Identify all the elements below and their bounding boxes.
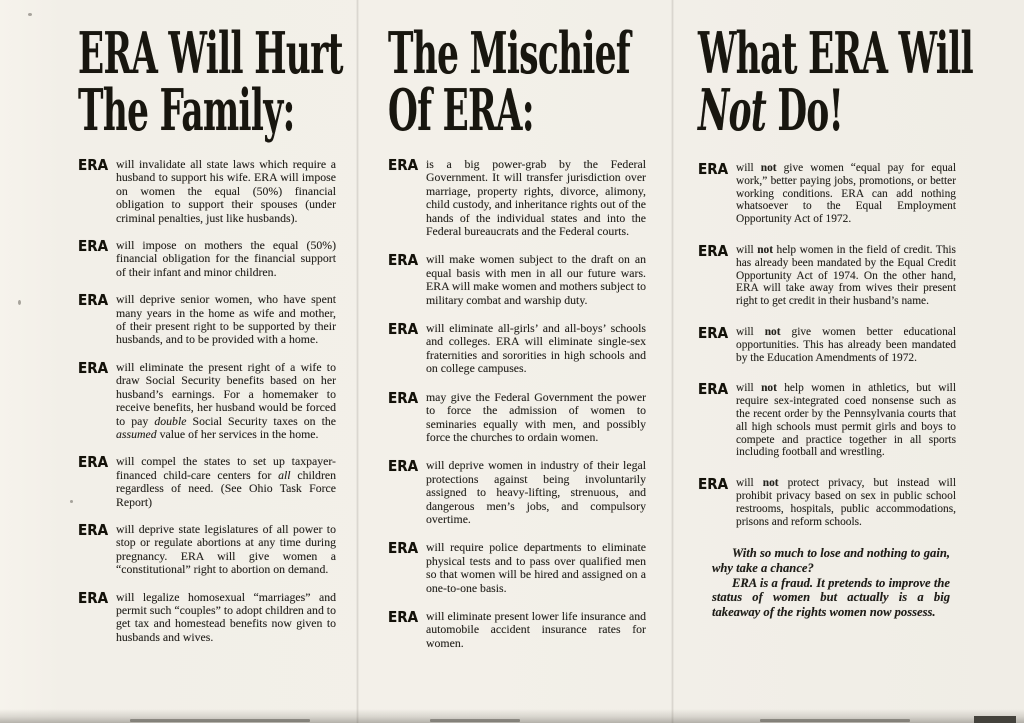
era-claim-text: will deprive state legislatures of all power to stop or regulate abortions at any time during pregnancy. ERA will give women a “constitutional” right to abortion on demand. <box>116 521 336 577</box>
era-claim-item <box>698 382 956 459</box>
era-claim-item <box>698 241 956 308</box>
era-label: ERA <box>698 323 729 342</box>
era-claim-text: will deprive senior women, who have spent many years in the home as wife and mother, of their present right to be supported by their husbands, and to be provided with a home. <box>116 292 336 347</box>
scan-corner-mark <box>974 716 1016 723</box>
column-heading-line: What ERA Will <box>698 20 974 87</box>
era-label: ERA <box>78 156 109 174</box>
column-heading-line: ERA Will Hurt <box>78 20 343 87</box>
closing-note-paragraph: With so much to lose and nothing to gain, why take a chance? <box>712 546 950 575</box>
era-label: ERA <box>698 475 729 494</box>
era-claim-item <box>78 293 336 347</box>
era-claim-text: will not protect privacy, but instead will prohibit privacy based on sex in public school restrooms, hospitals, public accommodations, prisons and reform schools. <box>736 477 956 528</box>
era-claim-item <box>78 158 336 225</box>
era-claim-item <box>78 588 336 645</box>
column-the-mischief-of-era <box>388 0 646 665</box>
column-heading-line: The Mischief <box>388 20 631 87</box>
column-what-era-will-not-do <box>698 0 974 619</box>
era-claim-item <box>698 477 956 528</box>
era-claim-text: will require police departments to eliminate physical tests and to pass over qualified men so that women will be hired and assigned on a one-to-one basis. <box>426 540 646 595</box>
scan-speck <box>70 500 73 503</box>
era-claim-text: will not help women in athletics, but will require sex-integrated coed nonsense such as the recent order by the Pennsylvania courts that all high schools must permit girls and boys to compete and practice together in all sports including football and wrestling. <box>736 382 956 459</box>
era-claim-text: will not give women “equal pay for equal work,” better paying jobs, promotions, or better working conditions. ERA can add nothing whatsoever to the Equal Employment Opportunity Act of 1972. <box>736 162 956 226</box>
era-claim-item <box>78 239 336 279</box>
era-label: ERA <box>78 358 109 377</box>
scan-smudge <box>130 719 310 722</box>
era-label: ERA <box>388 607 419 626</box>
era-label: ERA <box>388 457 419 476</box>
era-claim-text: will legalize homosexual “marriages” and permit such “couples” to adopt children and to get tax and homestead benefits now given to husbands and wives. <box>116 589 336 644</box>
era-label: ERA <box>698 380 729 399</box>
scan-speck <box>18 300 21 305</box>
era-label: ERA <box>388 539 419 558</box>
column-era-will-hurt-the-family <box>78 0 343 658</box>
era-claim-item <box>388 253 646 307</box>
era-claim-text: will eliminate all-girls’ and all-boys’ schools and colleges. ERA will eliminate single-sex fraternities and sororities in high schools and on college campuses. <box>426 321 646 376</box>
era-label: ERA <box>388 320 419 339</box>
era-claim-item <box>388 388 646 445</box>
scan-smudge <box>760 719 910 722</box>
era-claim-text: will impose on mothers the equal (50%) financial obligation for the financial support of their infant and minor children. <box>116 238 336 279</box>
column-heading <box>78 0 343 144</box>
era-label: ERA <box>388 251 419 270</box>
era-label: ERA <box>388 388 419 407</box>
era-label: ERA <box>78 453 109 472</box>
era-claim-item <box>78 358 337 441</box>
era-claim-item <box>698 323 956 364</box>
era-label: ERA <box>78 588 109 607</box>
era-claim-text: may give the Federal Government the power to force the admission of women to seminaries equally with men, and possibly force the churches to ordain women. <box>426 389 646 444</box>
era-label: ERA <box>78 237 109 256</box>
era-claim-item <box>78 455 336 509</box>
column-heading-line: Of ERA: <box>388 77 534 144</box>
era-label: ERA <box>388 156 419 174</box>
era-claim-item <box>388 607 646 650</box>
era-claim-item <box>388 158 646 238</box>
era-claim-text: will make women subject to the draft on an equal basis with men in all our future wars. ERA will make women and mothers subject to military combat and warship duty. <box>426 252 646 307</box>
closing-note-paragraph: ERA is a fraud. It pretends to improve the status of women but actually is a big takeaway of the rights women now possess. <box>712 575 950 619</box>
column-heading <box>698 0 974 144</box>
column-heading <box>388 0 646 144</box>
era-claim-item <box>388 459 646 526</box>
era-claim-item <box>388 322 646 376</box>
era-label: ERA <box>78 520 109 539</box>
era-claim-text: will eliminate the present right of a wife to draw Social Security benefits based on her husband’s earnings. For a homemaker to receive benefits, her husband would be forced to pay double Social Security taxes on the assumed value of her services in the home. <box>116 359 337 441</box>
era-claim-text: will deprive women in industry of their legal protections against being involuntarily assigned to heavy-lifting, strenuous, and dangerous men’s jobs, and compulsory overtime. <box>426 458 646 526</box>
era-claim-item <box>78 520 336 577</box>
fold-crease <box>356 0 359 723</box>
closing-note <box>712 546 950 619</box>
era-label: ERA <box>698 160 729 178</box>
era-claim-text: will eliminate present lower life insurance and automobile accident insurance rates for women. <box>426 608 646 650</box>
era-label: ERA <box>78 291 109 310</box>
era-claim-text: will not help women in the field of credit. This has already been mandated by the Equal Credit Opportunity Act of 1974. On the other hand, ERA will take away from wives their present right to get credit in their husband’s name. <box>736 243 956 308</box>
fold-crease <box>671 0 674 723</box>
era-claim-item <box>388 541 646 595</box>
column-heading-line: The Family: <box>78 77 295 144</box>
era-claim-item <box>698 162 956 226</box>
scan-speck <box>28 13 32 16</box>
era-claim-text: is a big power-grab by the Federal Government. It will transfer jurisdiction over marriage, property rights, divorce, alimony, child custody, and inheritance rights out of the hands of the individual states and into the Federal bureaucrats and the Federal courts. <box>426 157 646 239</box>
column-heading-line: Not Do! <box>698 77 844 144</box>
era-claim-text: will invalidate all state laws which require a husband to support his wife. ERA will impose on women the equal (50%) financial obligation to support their spouses (under criminal penalties, just like husbands). <box>116 157 336 225</box>
era-label: ERA <box>698 241 729 260</box>
era-claim-text: will compel the states to set up taxpayer-financed child-care centers for all children regardless of need. (See Ohio Task Force Report) <box>116 454 337 509</box>
scan-smudge <box>430 719 520 722</box>
era-claim-text: will not give women better educational opportunities. This has already been mandated by the Education Amendments of 1972. <box>736 325 956 364</box>
